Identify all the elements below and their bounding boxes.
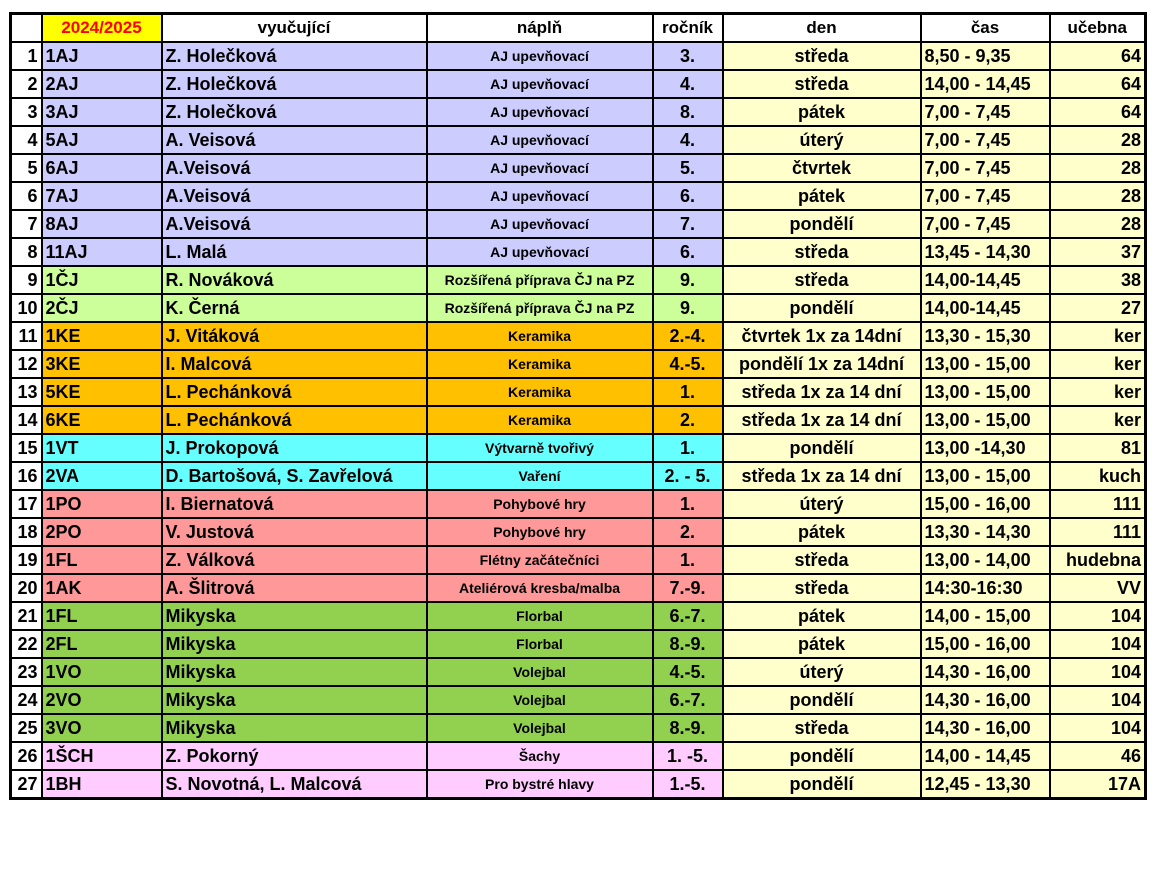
row-number[interactable]: 9 (11, 266, 42, 294)
room-cell[interactable]: ker (1050, 322, 1146, 350)
table-row (11, 350, 1146, 378)
content-cell[interactable]: Rozšířená příprava ČJ na PZ (427, 266, 653, 294)
content-cell[interactable]: Keramika (427, 322, 653, 350)
content-cell[interactable]: AJ upevňovací (427, 238, 653, 266)
content-cell[interactable]: Vaření (427, 462, 653, 490)
group-code-cell[interactable]: 1VT (42, 434, 162, 462)
content-cell[interactable]: Florbal (427, 602, 653, 630)
time-cell[interactable]: 13,45 - 14,30 (921, 238, 1050, 266)
grade-cell[interactable]: 1.-5. (653, 770, 723, 799)
row-number[interactable]: 14 (11, 406, 42, 434)
content-cell[interactable]: Flétny začátečníci (427, 546, 653, 574)
time-cell[interactable]: 13,30 - 14,30 (921, 518, 1050, 546)
table-row (11, 546, 1146, 574)
time-cell[interactable]: 13,00 - 15,00 (921, 350, 1050, 378)
group-code-cell[interactable]: 3VO (42, 714, 162, 742)
day-cell[interactable]: pondělí (723, 434, 921, 462)
day-cell[interactable]: středa 1x za 14 dní (723, 378, 921, 406)
header-rownum (11, 14, 42, 43)
day-cell[interactable]: středa (723, 714, 921, 742)
room-cell[interactable]: VV (1050, 574, 1146, 602)
time-cell[interactable]: 14,30 - 16,00 (921, 714, 1050, 742)
day-cell[interactable]: středa (723, 42, 921, 70)
group-code-cell[interactable]: 2FL (42, 630, 162, 658)
content-cell[interactable]: Pohybové hry (427, 490, 653, 518)
teacher-cell[interactable]: A. Šlitrová (162, 574, 427, 602)
room-cell[interactable]: 38 (1050, 266, 1146, 294)
teacher-cell[interactable]: R. Nováková (162, 266, 427, 294)
day-cell[interactable]: středa 1x za 14 dní (723, 406, 921, 434)
teacher-cell[interactable]: D. Bartošová, S. Zavřelová (162, 462, 427, 490)
group-code-cell[interactable]: 2ČJ (42, 294, 162, 322)
group-code-cell[interactable]: 1VO (42, 658, 162, 686)
room-cell[interactable]: 28 (1050, 126, 1146, 154)
header-year[interactable]: 2024/2025 (42, 14, 162, 43)
teacher-cell[interactable]: Mikyska (162, 630, 427, 658)
table-row (11, 770, 1146, 799)
room-cell[interactable]: 104 (1050, 714, 1146, 742)
content-cell[interactable]: AJ upevňovací (427, 42, 653, 70)
grade-cell[interactable]: 1. (653, 490, 723, 518)
table-row (11, 630, 1146, 658)
table-row (11, 294, 1146, 322)
teacher-cell[interactable]: Mikyska (162, 714, 427, 742)
row-number[interactable]: 7 (11, 210, 42, 238)
content-cell[interactable]: Výtvarně tvořivý (427, 434, 653, 462)
row-number[interactable]: 5 (11, 154, 42, 182)
table-row (11, 518, 1146, 546)
grade-cell[interactable]: 7. (653, 210, 723, 238)
day-cell[interactable]: úterý (723, 126, 921, 154)
row-number[interactable]: 24 (11, 686, 42, 714)
content-cell[interactable]: Rozšířená příprava ČJ na PZ (427, 294, 653, 322)
day-cell[interactable]: úterý (723, 490, 921, 518)
group-code-cell[interactable]: 1FL (42, 546, 162, 574)
table-row (11, 126, 1146, 154)
table-row (11, 714, 1146, 742)
teacher-cell[interactable]: Mikyska (162, 658, 427, 686)
day-cell[interactable]: středa (723, 70, 921, 98)
content-cell[interactable]: AJ upevňovací (427, 154, 653, 182)
day-cell[interactable]: čtvrtek (723, 154, 921, 182)
time-cell[interactable]: 12,45 - 13,30 (921, 770, 1050, 799)
group-code-cell[interactable]: 1BH (42, 770, 162, 799)
teacher-cell[interactable]: V. Justová (162, 518, 427, 546)
grade-cell[interactable]: 1. (653, 434, 723, 462)
table-row (11, 238, 1146, 266)
room-cell[interactable]: 104 (1050, 602, 1146, 630)
grade-cell[interactable]: 8. (653, 98, 723, 126)
row-number[interactable]: 13 (11, 378, 42, 406)
group-code-cell[interactable]: 1ČJ (42, 266, 162, 294)
time-cell[interactable]: 14,00-14,45 (921, 266, 1050, 294)
group-code-cell[interactable]: 2VA (42, 462, 162, 490)
time-cell[interactable]: 7,00 - 7,45 (921, 210, 1050, 238)
time-cell[interactable]: 14,00 - 15,00 (921, 602, 1050, 630)
content-cell[interactable]: Pohybové hry (427, 518, 653, 546)
table-row (11, 602, 1146, 630)
day-cell[interactable]: středa (723, 238, 921, 266)
content-cell[interactable]: Keramika (427, 350, 653, 378)
table-row (11, 378, 1146, 406)
table-row (11, 322, 1146, 350)
day-cell[interactable]: středa 1x za 14 dní (723, 462, 921, 490)
time-cell[interactable]: 8,50 - 9,35 (921, 42, 1050, 70)
group-code-cell[interactable]: 1ŠCH (42, 742, 162, 770)
group-code-cell[interactable]: 6KE (42, 406, 162, 434)
content-cell[interactable]: Keramika (427, 378, 653, 406)
row-number[interactable]: 3 (11, 98, 42, 126)
header-room[interactable]: učebna (1050, 14, 1146, 43)
row-number[interactable]: 18 (11, 518, 42, 546)
day-cell[interactable]: středa (723, 574, 921, 602)
content-cell[interactable]: Florbal (427, 630, 653, 658)
teacher-cell[interactable]: A.Veisová (162, 182, 427, 210)
room-cell[interactable]: ker (1050, 406, 1146, 434)
time-cell[interactable]: 14,00 - 14,45 (921, 742, 1050, 770)
row-number[interactable]: 17 (11, 490, 42, 518)
teacher-cell[interactable]: I. Biernatová (162, 490, 427, 518)
group-code-cell[interactable]: 1FL (42, 602, 162, 630)
table-row (11, 742, 1146, 770)
room-cell[interactable]: 64 (1050, 70, 1146, 98)
teacher-cell[interactable]: Mikyska (162, 686, 427, 714)
room-cell[interactable]: 46 (1050, 742, 1146, 770)
time-cell[interactable]: 13,00 - 15,00 (921, 462, 1050, 490)
row-number[interactable]: 21 (11, 602, 42, 630)
day-cell[interactable]: pátek (723, 630, 921, 658)
row-number[interactable]: 16 (11, 462, 42, 490)
group-code-cell[interactable]: 2PO (42, 518, 162, 546)
header-time[interactable]: čas (921, 14, 1050, 43)
grade-cell[interactable]: 1. (653, 546, 723, 574)
time-cell[interactable]: 7,00 - 7,45 (921, 182, 1050, 210)
teacher-cell[interactable]: Z. Holečková (162, 98, 427, 126)
row-number[interactable]: 11 (11, 322, 42, 350)
room-cell[interactable]: 64 (1050, 42, 1146, 70)
grade-cell[interactable]: 2. (653, 518, 723, 546)
time-cell[interactable]: 7,00 - 7,45 (921, 154, 1050, 182)
day-cell[interactable]: čtvrtek 1x za 14dní (723, 322, 921, 350)
row-number[interactable]: 27 (11, 770, 42, 799)
content-cell[interactable]: AJ upevňovací (427, 70, 653, 98)
row-number[interactable]: 23 (11, 658, 42, 686)
room-cell[interactable]: kuch (1050, 462, 1146, 490)
content-cell[interactable]: AJ upevňovací (427, 182, 653, 210)
row-number[interactable]: 8 (11, 238, 42, 266)
table-row (11, 42, 1146, 70)
grade-cell[interactable]: 1. (653, 378, 723, 406)
group-code-cell[interactable]: 1PO (42, 490, 162, 518)
group-code-cell[interactable]: 1KE (42, 322, 162, 350)
row-number[interactable]: 20 (11, 574, 42, 602)
room-cell[interactable]: ker (1050, 350, 1146, 378)
day-cell[interactable]: středa (723, 266, 921, 294)
table-row (11, 98, 1146, 126)
table-row (11, 434, 1146, 462)
content-cell[interactable]: Volejbal (427, 658, 653, 686)
room-cell[interactable]: ker (1050, 378, 1146, 406)
day-cell[interactable]: pátek (723, 182, 921, 210)
content-cell[interactable]: Volejbal (427, 714, 653, 742)
group-code-cell[interactable]: 5AJ (42, 126, 162, 154)
table-row (11, 490, 1146, 518)
time-cell[interactable]: 15,00 - 16,00 (921, 490, 1050, 518)
grade-cell[interactable]: 1. -5. (653, 742, 723, 770)
teacher-cell[interactable]: J. Vitáková (162, 322, 427, 350)
row-number[interactable]: 12 (11, 350, 42, 378)
room-cell[interactable]: 111 (1050, 518, 1146, 546)
group-code-cell[interactable]: 11AJ (42, 238, 162, 266)
teacher-cell[interactable]: I. Malcová (162, 350, 427, 378)
grade-cell[interactable]: 5. (653, 154, 723, 182)
row-number[interactable]: 19 (11, 546, 42, 574)
table-row (11, 658, 1146, 686)
teacher-cell[interactable]: Z. Holečková (162, 42, 427, 70)
room-cell[interactable]: 104 (1050, 686, 1146, 714)
teacher-cell[interactable]: Z. Válková (162, 546, 427, 574)
table-row (11, 406, 1146, 434)
grade-cell[interactable]: 6.-7. (653, 602, 723, 630)
room-cell[interactable]: hudebna (1050, 546, 1146, 574)
group-code-cell[interactable]: 1AJ (42, 42, 162, 70)
day-cell[interactable]: pondělí (723, 294, 921, 322)
activities-table (9, 12, 1147, 800)
table-row (11, 154, 1146, 182)
header-content[interactable]: náplň (427, 14, 653, 43)
grade-cell[interactable]: 6. (653, 182, 723, 210)
teacher-cell[interactable]: J. Prokopová (162, 434, 427, 462)
header-row (11, 14, 1146, 43)
time-cell[interactable]: 15,00 - 16,00 (921, 630, 1050, 658)
group-code-cell[interactable]: 5KE (42, 378, 162, 406)
teacher-cell[interactable]: S. Novotná, L. Malcová (162, 770, 427, 799)
grade-cell[interactable]: 2.-4. (653, 322, 723, 350)
teacher-cell[interactable]: K. Černá (162, 294, 427, 322)
time-cell[interactable]: 13,00 - 14,00 (921, 546, 1050, 574)
day-cell[interactable]: pondělí (723, 210, 921, 238)
room-cell[interactable]: 27 (1050, 294, 1146, 322)
teacher-cell[interactable]: L. Malá (162, 238, 427, 266)
table-row (11, 462, 1146, 490)
teacher-cell[interactable]: Mikyska (162, 602, 427, 630)
row-number[interactable]: 2 (11, 70, 42, 98)
group-code-cell[interactable]: 2AJ (42, 70, 162, 98)
teacher-cell[interactable]: Z. Pokorný (162, 742, 427, 770)
day-cell[interactable]: pátek (723, 518, 921, 546)
table-row (11, 686, 1146, 714)
content-cell[interactable]: AJ upevňovací (427, 210, 653, 238)
row-number[interactable]: 10 (11, 294, 42, 322)
time-cell[interactable]: 14,30 - 16,00 (921, 658, 1050, 686)
group-code-cell[interactable]: 6AJ (42, 154, 162, 182)
time-cell[interactable]: 14,30 - 16,00 (921, 686, 1050, 714)
content-cell[interactable]: AJ upevňovací (427, 98, 653, 126)
day-cell[interactable]: pondělí (723, 770, 921, 799)
grade-cell[interactable]: 3. (653, 42, 723, 70)
content-cell[interactable]: Keramika (427, 406, 653, 434)
table-row (11, 182, 1146, 210)
row-number[interactable]: 15 (11, 434, 42, 462)
time-cell[interactable]: 7,00 - 7,45 (921, 126, 1050, 154)
grade-cell[interactable]: 4. (653, 126, 723, 154)
time-cell[interactable]: 14,00 - 14,45 (921, 70, 1050, 98)
day-cell[interactable]: pondělí (723, 686, 921, 714)
grade-cell[interactable]: 8.-9. (653, 714, 723, 742)
grade-cell[interactable]: 8.-9. (653, 630, 723, 658)
group-code-cell[interactable]: 3AJ (42, 98, 162, 126)
teacher-cell[interactable]: L. Pechánková (162, 406, 427, 434)
teacher-cell[interactable]: A. Veisová (162, 126, 427, 154)
row-number[interactable]: 4 (11, 126, 42, 154)
group-code-cell[interactable]: 3KE (42, 350, 162, 378)
group-code-cell[interactable]: 7AJ (42, 182, 162, 210)
header-grade[interactable]: ročník (653, 14, 723, 43)
row-number[interactable]: 6 (11, 182, 42, 210)
content-cell[interactable]: Volejbal (427, 686, 653, 714)
grade-cell[interactable]: 9. (653, 294, 723, 322)
grade-cell[interactable]: 6.-7. (653, 686, 723, 714)
time-cell[interactable]: 14:30-16:30 (921, 574, 1050, 602)
room-cell[interactable]: 104 (1050, 630, 1146, 658)
table-row (11, 210, 1146, 238)
group-code-cell[interactable]: 8AJ (42, 210, 162, 238)
content-cell[interactable]: AJ upevňovací (427, 126, 653, 154)
content-cell[interactable]: Ateliérová kresba/malba (427, 574, 653, 602)
row-number[interactable]: 22 (11, 630, 42, 658)
teacher-cell[interactable]: Z. Holečková (162, 70, 427, 98)
room-cell[interactable]: 64 (1050, 98, 1146, 126)
row-number[interactable]: 1 (11, 42, 42, 70)
day-cell[interactable]: středa (723, 546, 921, 574)
time-cell[interactable]: 13,00 -14,30 (921, 434, 1050, 462)
grade-cell[interactable]: 4.-5. (653, 350, 723, 378)
grade-cell[interactable]: 2. - 5. (653, 462, 723, 490)
teacher-cell[interactable]: A.Veisová (162, 210, 427, 238)
grade-cell[interactable]: 4. (653, 70, 723, 98)
room-cell[interactable]: 81 (1050, 434, 1146, 462)
row-number[interactable]: 25 (11, 714, 42, 742)
content-cell[interactable]: Pro bystré hlavy (427, 770, 653, 799)
grade-cell[interactable]: 2. (653, 406, 723, 434)
time-cell[interactable]: 13,00 - 15,00 (921, 406, 1050, 434)
room-cell[interactable]: 37 (1050, 238, 1146, 266)
group-code-cell[interactable]: 2VO (42, 686, 162, 714)
room-cell[interactable]: 111 (1050, 490, 1146, 518)
room-cell[interactable]: 104 (1050, 658, 1146, 686)
header-day[interactable]: den (723, 14, 921, 43)
room-cell[interactable]: 28 (1050, 154, 1146, 182)
day-cell[interactable]: pátek (723, 602, 921, 630)
table-row (11, 70, 1146, 98)
table-row (11, 574, 1146, 602)
table-row (11, 266, 1146, 294)
day-cell[interactable]: úterý (723, 658, 921, 686)
day-cell[interactable]: pátek (723, 98, 921, 126)
room-cell[interactable]: 28 (1050, 182, 1146, 210)
day-cell[interactable]: pondělí (723, 742, 921, 770)
room-cell[interactable]: 28 (1050, 210, 1146, 238)
time-cell[interactable]: 14,00-14,45 (921, 294, 1050, 322)
header-teacher[interactable]: vyučující (162, 14, 427, 43)
room-cell[interactable]: 17A (1050, 770, 1146, 799)
group-code-cell[interactable]: 1AK (42, 574, 162, 602)
grade-cell[interactable]: 4.-5. (653, 658, 723, 686)
time-cell[interactable]: 13,00 - 15,00 (921, 378, 1050, 406)
row-number[interactable]: 26 (11, 742, 42, 770)
content-cell[interactable]: Šachy (427, 742, 653, 770)
grade-cell[interactable]: 9. (653, 266, 723, 294)
time-cell[interactable]: 7,00 - 7,45 (921, 98, 1050, 126)
teacher-cell[interactable]: A.Veisová (162, 154, 427, 182)
day-cell[interactable]: pondělí 1x za 14dní (723, 350, 921, 378)
time-cell[interactable]: 13,30 - 15,30 (921, 322, 1050, 350)
grade-cell[interactable]: 7.-9. (653, 574, 723, 602)
teacher-cell[interactable]: L. Pechánková (162, 378, 427, 406)
grade-cell[interactable]: 6. (653, 238, 723, 266)
